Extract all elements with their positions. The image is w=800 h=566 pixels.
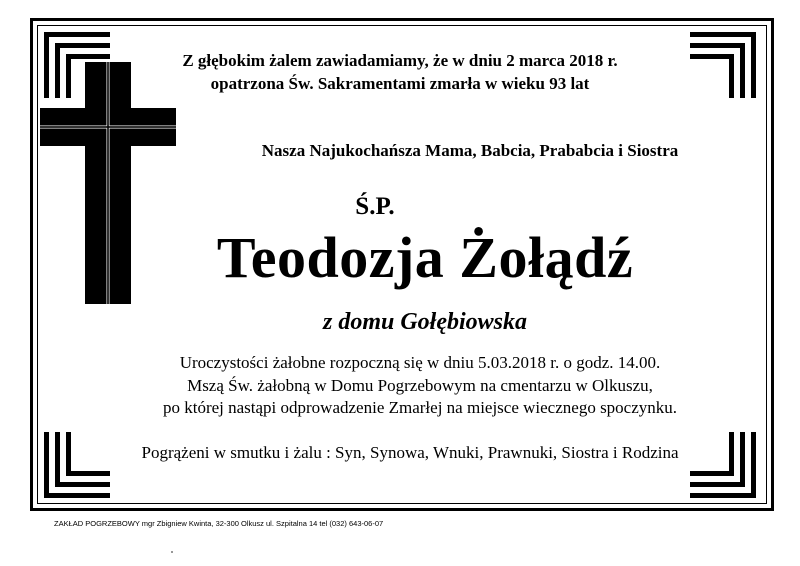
corner-ornament-icon (44, 432, 110, 498)
announcement-line-2: opatrzona Św. Sakramentami zmarła w wieku 93 lat (210, 74, 590, 93)
ceremony-line-2: Mszą Św. żałobną w Domu Pogrzebowym na cmentarzu w Olkuszu, (187, 376, 653, 395)
announcement-line-1: Z głębokim żalem zawiadamiamy, że w dniu 2 marca 2018 r. (182, 51, 618, 70)
honorific: Ś.P. (355, 193, 395, 220)
funeral-home-footer: ZAKŁAD POGRZEBOWY mgr Zbigniew Kwinta, 32-300 Olkusz ul. Szpitalna 14 tel (032) 643-06-07 (54, 519, 384, 528)
relation-line: Nasza Najukochańsza Mama, Babcia, Prababcia i Siostra (261, 141, 679, 160)
deceased-name: Teodozja Żołądź (216, 225, 634, 290)
mourners-line: Pogrążeni w smutku i żalu : Syn, Synowa, Wnuki, Prawnuki, Siostra i Rodzina (141, 443, 679, 462)
corner-ornament-icon (690, 432, 756, 498)
scan-speck (171, 551, 173, 553)
ceremony-line-3: po której nastąpi odprowadzenie Zmarłej na miejsce wiecznego spoczynku. (162, 398, 678, 417)
maiden-name: z domu Gołębiowska (322, 309, 528, 335)
ceremony-line-1: Uroczystości żałobne rozpoczną się w dniu 5.03.2018 r. o godz. 14.00. (179, 353, 661, 372)
